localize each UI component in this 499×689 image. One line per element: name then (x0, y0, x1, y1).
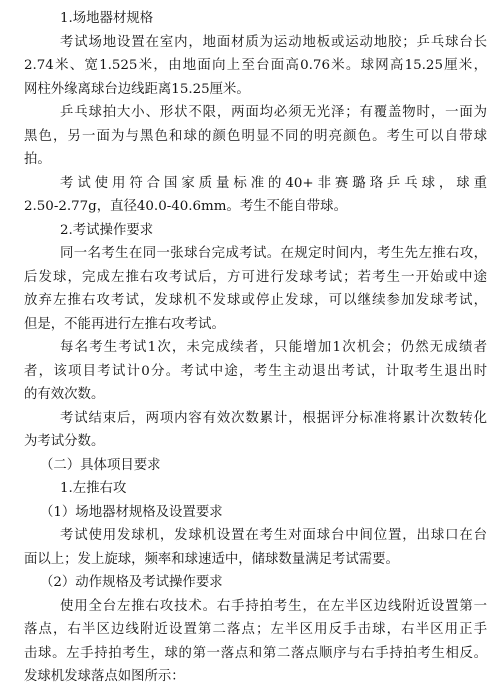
paragraph-line: 但是，不能再进行左推右攻考试。 (24, 316, 225, 332)
subsection-heading: （2）动作规格及考试操作要求 (40, 575, 223, 590)
subsection-heading: （1）场地器材规格及设置要求 (40, 504, 223, 520)
section-heading: 2.考试操作要求 (60, 222, 154, 238)
paragraph-line: 面以上；发上旋球，频率和球速适中，储球数量满足考试需要。 (24, 551, 399, 567)
section-heading: 1.左推右攻 (60, 481, 127, 496)
paragraph-line: 黑色，另一面为与黑色和球的颜色明显不同的明亮颜色。考生可以自带球 (24, 128, 487, 144)
paragraph-line: 后发球，完成左推右攻考试后，方可进行发球考试；若考生一开始或中途 (24, 269, 487, 285)
paragraph-line: 考试使用符合国家质量标准的40+非赛璐珞乒乓球，球重 (60, 175, 487, 191)
paragraph-line: 考试场地设置在室内，地面材质为运动地板或运动地胶；乒乓球台长 (60, 34, 487, 50)
paragraph-line: 发球机发球落点如图所示： (24, 669, 185, 684)
subsection-heading: （二）具体项目要求 (40, 457, 161, 473)
paragraph-line: 网柱外缘离球台边线距离15.25厘米。 (24, 81, 250, 97)
paragraph-line: 拍。 (24, 152, 51, 167)
paragraph-line: 击球。左手持拍考生，球的第一落点和第二落点顺序与右手持拍考生相反。 (24, 645, 487, 661)
paragraph-line: 考试使用发球机，发球机设置在考生对面球台中间位置，出球口在台 (60, 528, 487, 543)
paragraph-line: 的有效次数。 (24, 387, 105, 402)
paragraph-line: 同一名考生在同一张球台完成考试。在规定时间内，考生先左推右攻， (60, 246, 487, 261)
paragraph-line: 2.50-2.77g，直径40.0-40.6mm。考生不能自带球。 (24, 199, 347, 214)
paragraph-line: 放弃左推右攻考试，发球机不发球或停止发球，可以继续参加发球考试， (24, 293, 487, 308)
paragraph-line: 考试结束后，两项内容有效次数累计，根据评分标准将累计次数转化 (60, 410, 487, 426)
paragraph-line: 2.74米、宽1.525米，由地面向上至台面高0.76米。球网高15.25厘米， (24, 58, 487, 73)
paragraph-line: 每名考生考试1次，未完成续者，只能增加1次机会；仍然无成绩者 (60, 340, 487, 355)
paragraph-line: 落点，右半区边线附近设置第二落点；左半区用反手击球，右半区用正手 (24, 622, 487, 637)
paragraph-line: 为考试分数。 (24, 434, 105, 449)
paragraph-line: 者，该项目考试计0分。考试中途，考生主动退出考试，计取考生退出时 (24, 363, 487, 379)
paragraph-line: 乒乓球拍大小、形状不限，两面均必须无光泽；有覆盖物时，一面为 (60, 105, 487, 120)
paragraph-line: 使用全台左推右攻技术。右手持拍考生，在左半区边线附近设置第一 (60, 598, 487, 614)
section-heading: 1.场地器材规格 (60, 11, 154, 26)
